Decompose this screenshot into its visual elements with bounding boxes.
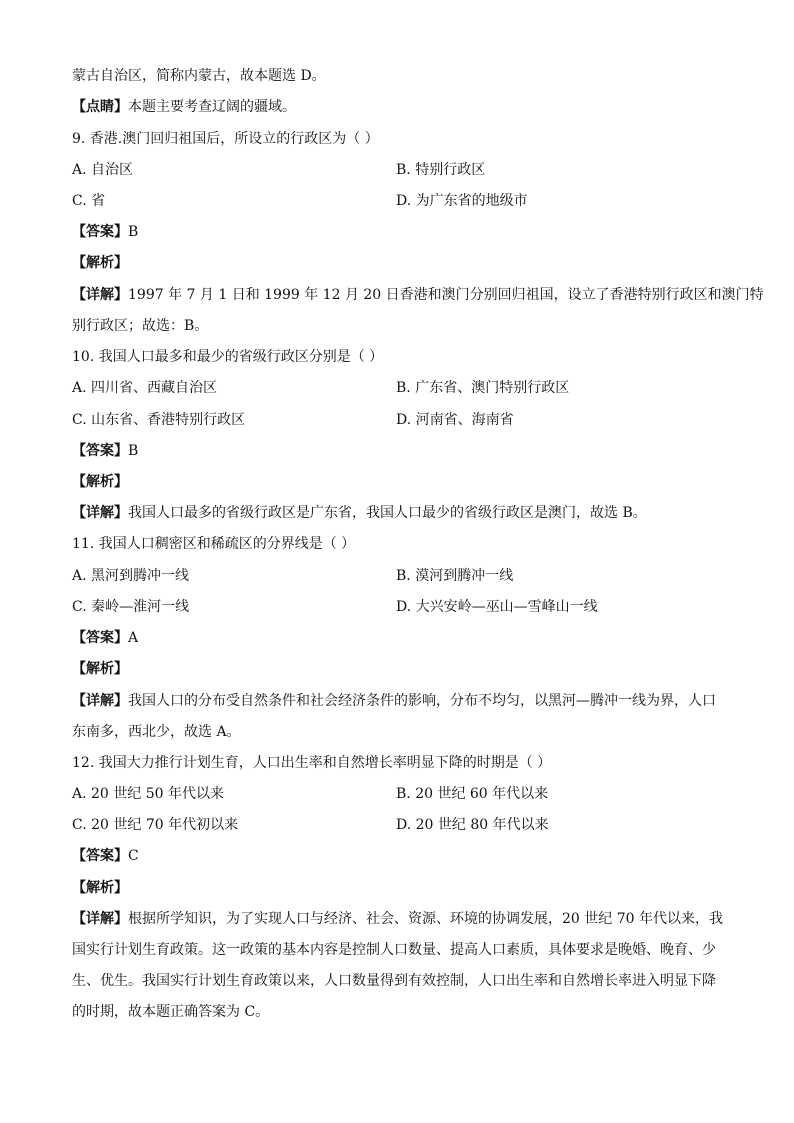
- q11-answer: [72, 628, 138, 648]
- q10-analysis-tag: 【解析】: [72, 474, 128, 490]
- q10-option-b: B. 广东省、澳门特别行政区: [396, 380, 570, 396]
- answer-tag: 【答案】: [72, 848, 128, 864]
- question-10-stem: 10. 我国人口最多和最少的省级行政区分别是（ ）: [72, 349, 384, 365]
- q10-option-c: C. 山东省、香港特别行政区: [72, 412, 246, 428]
- answer-tag: 【答案】: [72, 443, 128, 459]
- answer-tag: 【答案】: [72, 224, 128, 240]
- detail-tag: 【详解】: [72, 505, 128, 521]
- answer-tag: 【答案】: [72, 630, 128, 646]
- dianjing-tag: 【点睛】: [72, 99, 128, 115]
- detail-tag: 【详解】: [72, 911, 128, 927]
- q9-option-d: D. 为广东省的地级市: [396, 193, 528, 209]
- q12-detail-line-1: [72, 909, 723, 929]
- q9-option-c: C. 省: [72, 193, 106, 209]
- q11-option-b: B. 漠河到腾冲一线: [396, 568, 514, 584]
- answer-value: B: [128, 224, 139, 240]
- answer-value: C: [128, 848, 139, 864]
- q12-answer: [72, 846, 139, 866]
- q9-option-a: A. 自治区: [72, 162, 134, 178]
- q10-option-a: A. 四川省、西藏自治区: [72, 380, 218, 396]
- q12-analysis-tag: 【解析】: [72, 880, 128, 896]
- q10-option-d: D. 河南省、海南省: [396, 412, 514, 428]
- detail-text: 1997 年 7 月 1 日和 1999 年 12 月 20 日香港和澳门分别回归祖国，设立了香港特别行政区和澳门特: [128, 287, 764, 303]
- intro-text: 蒙古自治区，简称内蒙古，故本题选 D。: [72, 68, 326, 84]
- q11-option-c: C. 秦岭—淮河一线: [72, 599, 190, 615]
- detail-text: 我国人口最多的省级行政区是广东省，我国人口最少的省级行政区是澳门，故选 B。: [128, 505, 647, 521]
- detail-tag: 【详解】: [72, 287, 128, 303]
- q11-option-d: D. 大兴安岭—巫山—雪峰山一线: [396, 599, 598, 615]
- q9-analysis-tag: 【解析】: [72, 255, 128, 271]
- q12-option-d: D. 20 世纪 80 年代以来: [396, 817, 549, 833]
- q9-answer: [72, 222, 138, 242]
- q10-answer: [72, 441, 138, 461]
- dianjing-line: [72, 97, 296, 117]
- question-9-stem: 9. 香港.澳门回归祖国后，所设立的行政区为（ ）: [72, 131, 379, 147]
- q12-detail-line-4: 的时期，故本题正确答案为 C。: [72, 1004, 270, 1020]
- q10-detail-line-1: [72, 503, 647, 523]
- question-11-stem: 11. 我国人口稠密区和稀疏区的分界线是（ ）: [72, 536, 356, 552]
- q11-detail-line-2: 东南多，西北少，故选 A。: [72, 724, 241, 740]
- q11-option-a: A. 黑河到腾冲一线: [72, 568, 190, 584]
- q9-option-b: B. 特别行政区: [396, 162, 486, 178]
- detail-text: 根据所学知识，为了实现人口与经济、社会、资源、环境的协调发展，20 世纪 70 年代以来，我: [128, 911, 723, 927]
- q9-detail-line-1: [72, 285, 764, 305]
- dianjing-text: 本题主要考查辽阔的疆域。: [128, 99, 296, 115]
- q9-detail-line-2: 别行政区；故选：B。: [72, 318, 209, 334]
- q12-option-a: A. 20 世纪 50 年代以来: [72, 786, 224, 802]
- question-12-stem: 12. 我国大力推行计划生育，人口出生率和自然增长率明显下降的时期是（ ）: [72, 755, 552, 771]
- q12-option-c: C. 20 世纪 70 年代初以来: [72, 817, 239, 833]
- q12-detail-line-2: 国实行计划生育政策。这一政策的基本内容是控制人口数量、提高人口素质，具体要求是晚婚、晚育、少: [72, 942, 716, 958]
- detail-text: 我国人口的分布受自然条件和社会经济条件的影响，分布不均匀，以黑河—腾冲一线为界，人口: [128, 693, 716, 709]
- detail-tag: 【详解】: [72, 693, 128, 709]
- q11-detail-line-1: [72, 691, 716, 711]
- answer-value: B: [128, 443, 139, 459]
- q12-detail-line-3: 生、优生。我国实行计划生育政策以来，人口数量得到有效控制，人口出生率和自然增长率进入明显下降: [72, 973, 716, 989]
- q11-analysis-tag: 【解析】: [72, 661, 128, 677]
- answer-value: A: [128, 630, 139, 646]
- q12-option-b: B. 20 世纪 60 年代以来: [396, 786, 549, 802]
